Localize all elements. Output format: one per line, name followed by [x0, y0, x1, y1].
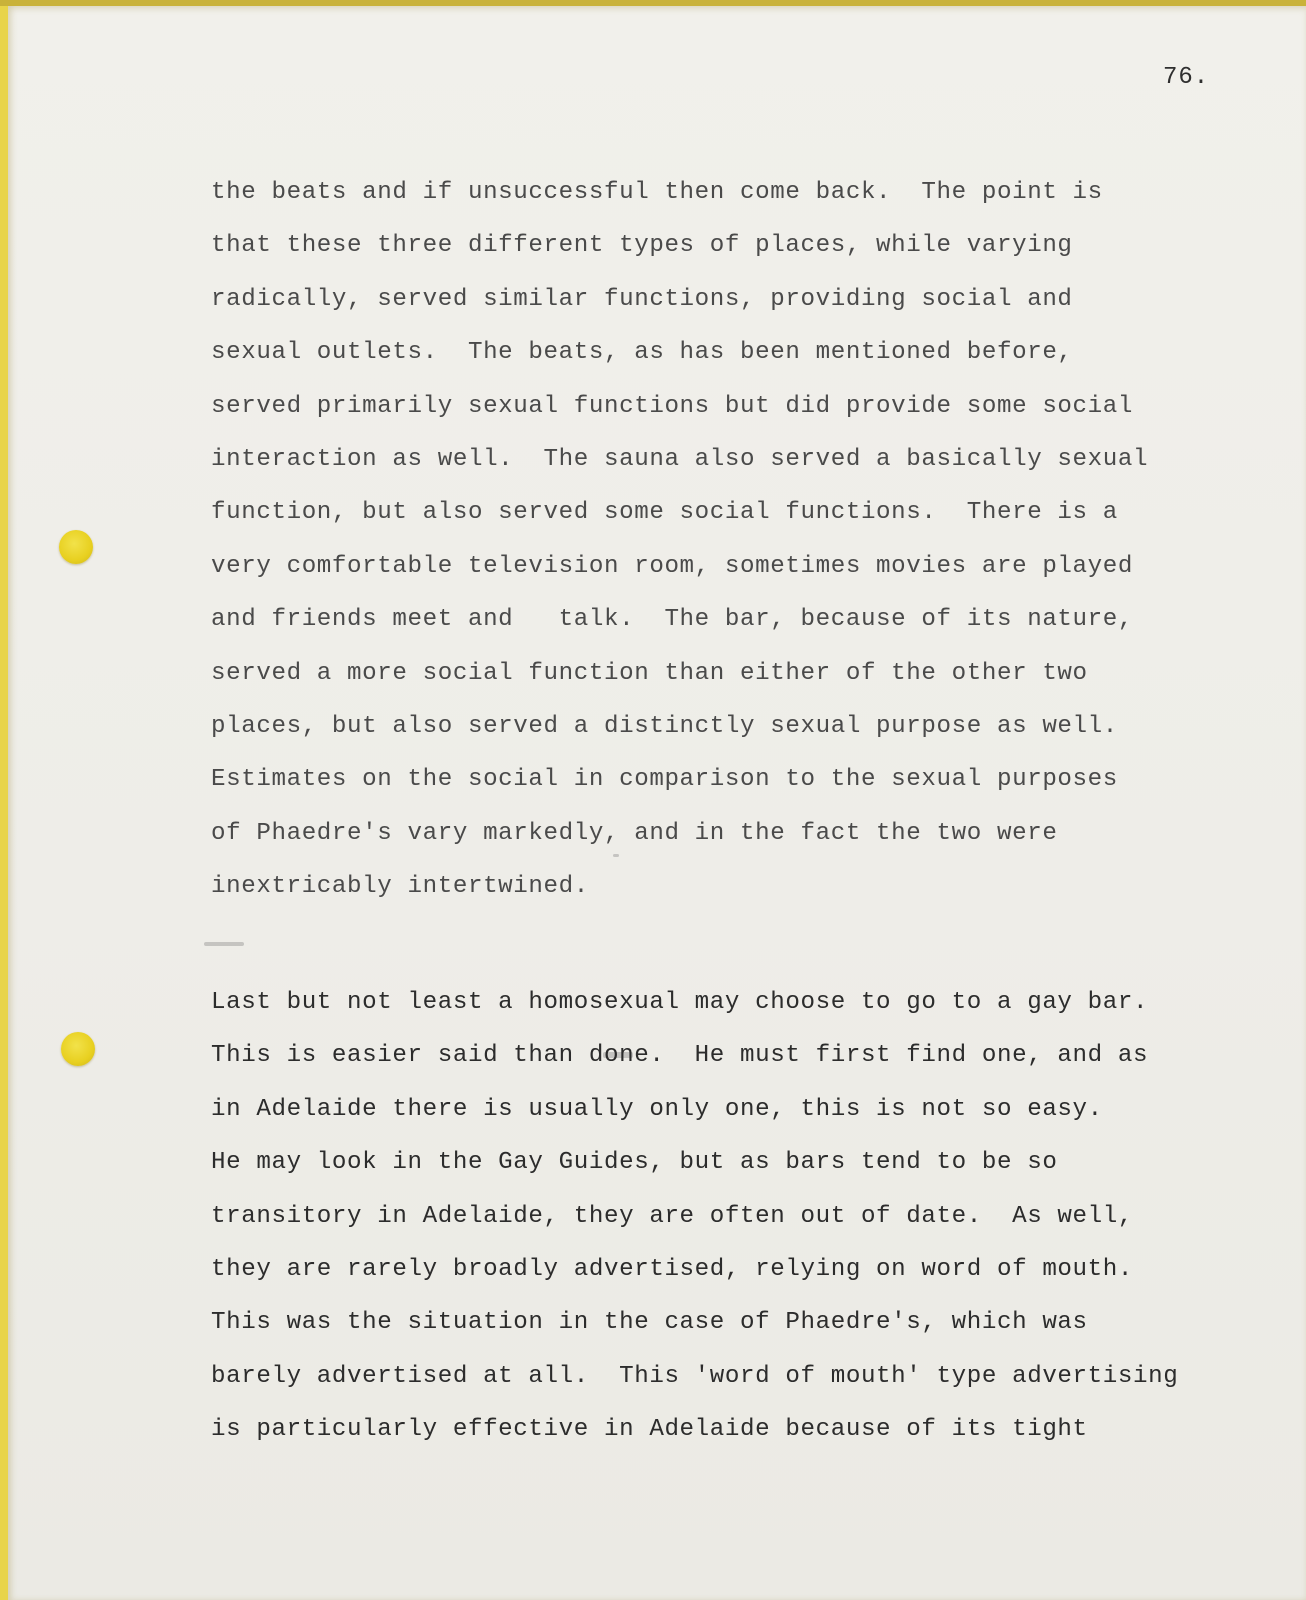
text-line: is particularly effective in Adelaide because of its tight	[211, 1416, 1088, 1444]
document-page	[8, 6, 1306, 1600]
text-line: This is easier said than done. He must first find one, and as	[211, 1042, 1149, 1070]
page-number: 76.	[1163, 64, 1210, 91]
text-line: radically, served similar functions, providing social and	[211, 285, 1073, 313]
text-line: the beats and if unsuccessful then come back. The point is	[211, 179, 1103, 206]
punch-hole-marker	[59, 530, 93, 564]
text-line: interaction as well. The sauna also served a basically sexual	[211, 445, 1149, 473]
text-line: they are rarely broadly advertised, relying on word of mouth.	[211, 1255, 1134, 1283]
text-line: Last but not least a homosexual may choose to go to a gay bar.	[211, 989, 1149, 1016]
text-line: function, but also served some social functions. There is a	[211, 499, 1118, 527]
text-line: places, but also served a distinctly sexual purpose as well.	[211, 712, 1118, 740]
text-line: Estimates on the social in comparison to the sexual purposes	[211, 766, 1118, 794]
text-line: very comfortable television room, sometimes movies are played	[211, 552, 1134, 580]
punch-hole-marker	[61, 1032, 95, 1066]
text-line: sexual outlets. The beats, as has been mentioned before,	[211, 339, 1073, 367]
text-line: transitory in Adelaide, they are often out of date. As well,	[211, 1202, 1134, 1230]
text-line: served a more social function than either of the other two	[211, 659, 1088, 687]
text-line: He may look in the Gay Guides, but as bars tend to be so	[211, 1149, 1058, 1177]
text-line: and friends meet and talk. The bar, because of its nature,	[211, 606, 1134, 634]
paragraph	[211, 166, 1251, 913]
text-line: that these three different types of places, while varying	[211, 232, 1073, 260]
paper-speck	[204, 942, 244, 946]
text-line: inextricably intertwined.	[211, 873, 589, 901]
text-line: served primarily sexual functions but did provide some social	[211, 392, 1134, 420]
text-line: barely advertised at all. This 'word of mouth' type advertising	[211, 1362, 1179, 1390]
text-line: of Phaedre's vary markedly, and in the fact the two were	[211, 819, 1058, 847]
paragraph	[211, 976, 1251, 1457]
text-line: in Adelaide there is usually only one, this is not so easy.	[211, 1095, 1103, 1123]
text-line: This was the situation in the case of Phaedre's, which was	[211, 1309, 1088, 1337]
